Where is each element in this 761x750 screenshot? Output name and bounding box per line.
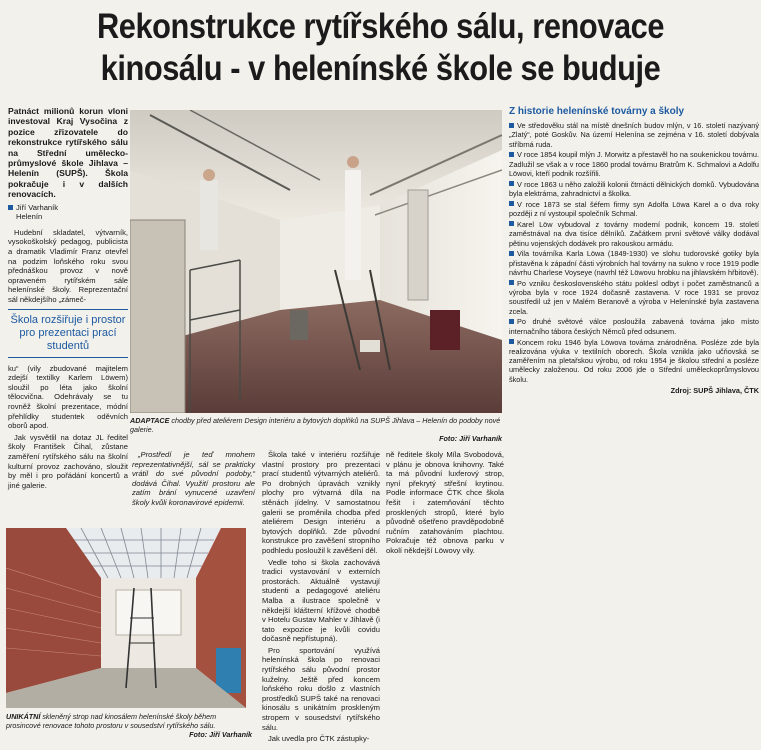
- history-item-text: Po vzniku československého státu poklesl odbyt i počet zaměstnanců a výroba byla v roce 1924 dočasně zastavena. V roce 1931 se provoz soustředil už jen v Malém Beranově a výroba v Helenínské byla zastavena zcela.: [509, 278, 759, 316]
- bullet-square-icon: [509, 319, 514, 324]
- quote-paragraph: „Prostředí je teď mnohem reprezentativnější, sál se prakticky vrátil do své původní podoby,“ dodává Čihal. Využití prostoru ale zatím brání vynucené uzavření školy kvůli koronavirové epidemii.: [132, 450, 255, 507]
- paragraph: ku“ (vily zbudované majitelem zdejší textilky Karlem Löwem) sloužil po léta jako školní tělocvična. Odehrávaly se tu rovněž školní prezentace, módní přehlídky studentek oděvních oborů apod.: [8, 363, 128, 431]
- bullet-square-icon: [8, 205, 13, 210]
- author-name: Jiří Varhaník: [16, 202, 59, 212]
- corridor-photo-image: [130, 110, 502, 413]
- history-item: [509, 220, 759, 248]
- paragraph: Jak uvedla pro ČTK zástupky-: [268, 734, 370, 744]
- photo-credit: Foto: Jiří Varhaník: [189, 730, 252, 739]
- photo-credit: Foto: Jiří Varhaník: [439, 434, 502, 443]
- history-item-text: Vila továrníka Karla Löwa (1849-1930) ve slohu tudorovské gotiky byla přistavěna k západní části výrobních hal továrny na sukno v roce 1919 podle návrhu Charlese Voyseye (navrhl též Löwovu hrobku na jihlavském hřbitově).: [509, 249, 759, 277]
- caption-lead-word: ADAPTACE: [130, 416, 170, 425]
- history-item: [509, 200, 759, 219]
- history-item-text: Ve středověku stál na místě dnešních budov mlýn, v 16. století nazývaný „Zlatý“, poté Goskův. Na území Helenína se zejména v 16. století dobývala stříbrná ruda.: [509, 121, 759, 149]
- paragraph: Jak vysvětlil na dotaz JL ředitel školy František Čihal, zůstane zaměření rytířského sálu na školní kulturní provoz zachováno, sloužit by měl i pro pořádání koncertů a jiné galerie.: [8, 432, 128, 490]
- paragraph: Hudební skladatel, výtvarník, vysokoškolský pedagog, publicista a dramatik Vladimír Franz otevřel na podzim loňského roku svou přednáškou provoz v nově opraveném rytířském sále helenínské školy. Reprezentační sál někdejšího „zámeč-: [8, 227, 128, 304]
- corridor-photo: [130, 110, 502, 413]
- corridor-photo-caption: [130, 416, 502, 443]
- headline: [46, 6, 716, 90]
- history-item-text: Po druhé světové válce posloužila zabavená továrna jako místo internačního tábora českých Němců před odsunem.: [509, 317, 759, 336]
- history-item: [509, 180, 759, 199]
- subheading: Škola rozšiřuje i prostor pro prezentaci prací studentů: [8, 309, 128, 358]
- bullet-square-icon: [509, 123, 514, 128]
- history-item-text: Koncem roku 1946 byla Löwova továrna znárodněna. Posléze zde byla realizována výuka v textilních oborech. Škola vznikla jako učňovská se zaměřením na pletařskou výrobu, od roku 1954 je školou střední a posléze umělecky založenou. Od roku 2006 jde o Střední uměleckoprůmyslovou školu.: [509, 337, 759, 384]
- column-4: [386, 450, 504, 558]
- cinema-hall-photo-image: [6, 528, 246, 708]
- history-item: [509, 317, 759, 336]
- sidebar-source: Zdroj: SUPŠ Jihlava, ČTK: [670, 385, 759, 395]
- column-2: [132, 450, 255, 510]
- history-item: [509, 338, 759, 384]
- history-item: [509, 121, 759, 149]
- history-sidebar: [509, 106, 759, 395]
- bullet-square-icon: [509, 251, 514, 256]
- bullet-square-icon: [509, 201, 514, 206]
- paragraph: ně ředitele školy Míla Svobodová, v plánu je obnova knihovny. Také ta má původní luxferový strop, nyní překrytý střešní krytinou. Podle informace ČTK chce škola řešit i zatemňování těchto prosklených stropů, které bylo původně ošetřeno pravděpodobně ručním zatahováním plachtou. Pokračuje též obnova parku v okolí někdejší Löwovy vily.: [386, 450, 504, 555]
- sidebar-title: Z historie helenínské továrny a školy: [509, 106, 685, 117]
- column-3: [262, 450, 380, 746]
- caption-lead-word: UNIKÁTNÍ: [6, 712, 41, 721]
- history-item-text: V roce 1854 koupil mlýn J. Morwitz a přestavěl ho na soukenickou továrnu. Zadlužil se však a v roce 1860 prodal továrnu Bratrům K. Schmalovi a Adolfu Löwovi, kteří podnik rozšířili.: [509, 150, 759, 178]
- headline-line-1: Rekonstrukce rytířského sálu, renovace: [96, 7, 665, 46]
- bullet-square-icon: [509, 152, 514, 157]
- caption-text: skleněný strop nad kinosálem helenínské školy během prosincové renovace tohoto prostoru v sousedství rytířského sálu.: [6, 712, 217, 730]
- column-1: [8, 106, 128, 492]
- history-item: [509, 249, 759, 277]
- caption-text: chodby před ateliérem Design interiéru a bytových doplňků na SUPŠ Jihlava – Helenín do podoby nové galerie.: [130, 416, 501, 434]
- headline-line-2: kinosálu - v helenínské škole se buduje: [100, 49, 661, 88]
- paragraph: Pro sportování využívá helenínská škola po renovaci rytířského sálu původní prostor kuželny. Ještě před koncem loňského roku došlo z vlastních prostředků SUPŠ také na renovaci kinosálu s unikátním proskleným stropem v sousedství rytířského sálu.: [262, 645, 380, 732]
- bullet-square-icon: [509, 221, 514, 226]
- history-item: [509, 150, 759, 178]
- paragraph: Škola také v interiéru rozšiřuje vlastní prostory pro prezentaci prací studentů výtvarných ateliérů. Po drobných úpravách vznikly plochy pro výtvarná díla na stěnách jídelny. V samostatnou galerii se proměnila chodba před ateliérem Design interiéru a bytových doplňků. Zde původní konstrukce pro zavěšení stropního podhledu posloužil k zavěšení děl.: [262, 450, 380, 555]
- byline: [8, 203, 128, 222]
- bullet-square-icon: [509, 181, 514, 186]
- lead-paragraph: Patnáct milionů korun vloni investoval Kraj Vysočina z pozice zřizovatele do rekonstrukce rytířského sálu na Střední umělecko-průmyslové škole Jihlava – Helenín (SUPŠ). Škola pokračuje i v dalších renovacích.: [8, 106, 128, 200]
- history-item-text: V roce 1863 u něho založili kolonii čtrnácti dělnických domků. Vybudována byla elektrárna, zahradnictví a školka.: [509, 179, 759, 199]
- history-item: [509, 279, 759, 316]
- paragraph: Vedle toho si škola zachovává tradici vystavování v externích prostorách. Aktuálně vystavují studenti a pedagogové ateliéru Malba a ilustrace společně v někdejší klášterní křížové chodbě v Hotelu Gustav Mahler v Jihlavě (i tato expozice je kvůli covidu dočasně nepřístupná).: [262, 557, 380, 644]
- history-item-text: Karel Löw vybudoval z továrny moderní podnik, koncem 19. století zaměstnával na dva tisíce dělníků. Začátkem první světové války dodával pětinu vojenských dodávek pro rakouskou armádu.: [509, 219, 759, 248]
- bullet-square-icon: [509, 280, 514, 285]
- author-place: Helenín: [16, 212, 43, 222]
- cinema-hall-photo-caption: [6, 712, 252, 739]
- cinema-hall-photo: [6, 528, 246, 708]
- bullet-square-icon: [509, 339, 514, 344]
- history-item-text: V roce 1873 se stal šéfem firmy syn Adolfa Löwa Karel a o dva roky později z ní vystoupil společník Schmal.: [509, 199, 759, 219]
